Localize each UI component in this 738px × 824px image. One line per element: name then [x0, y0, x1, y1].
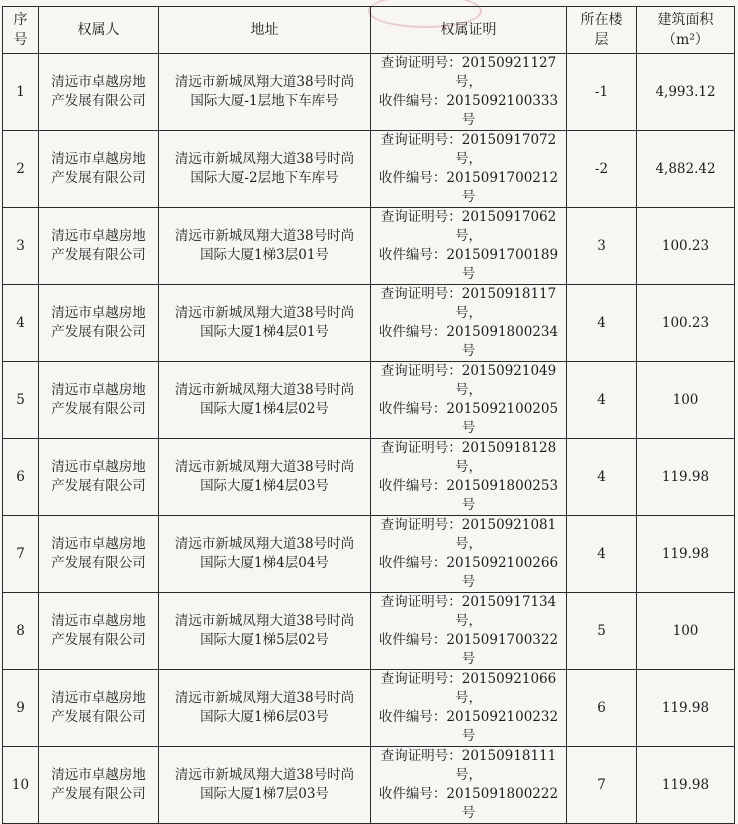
cell-floor: 6	[567, 670, 637, 747]
header-floor: 所在楼 层	[567, 7, 637, 54]
cell-cert: 查询证明号：20150918111号， 收件编号：2015091800222号	[371, 747, 567, 824]
cell-seq: 10	[3, 747, 39, 824]
cell-owner: 清远市卓越房地 产发展有限公司	[39, 439, 159, 516]
cell-floor: 4	[567, 285, 637, 362]
cell-cert: 查询证明号：20150921081号， 收件编号：2015092100266号	[371, 516, 567, 593]
cell-owner: 清远市卓越房地 产发展有限公司	[39, 747, 159, 824]
cell-floor: 4	[567, 362, 637, 439]
cell-seq: 3	[3, 208, 39, 285]
cell-area: 100.23	[637, 208, 735, 285]
cell-address: 清远市新城凤翔大道38号时尚 国际大厦1梯5层02号	[159, 593, 371, 670]
cell-address: 清远市新城凤翔大道38号时尚 国际大厦1梯4层04号	[159, 516, 371, 593]
cell-owner: 清远市卓越房地 产发展有限公司	[39, 362, 159, 439]
cell-floor: -1	[567, 54, 637, 131]
cell-cert: 查询证明号：20150917062号， 收件编号：2015091700189号	[371, 208, 567, 285]
cell-address: 清远市新城凤翔大道38号时尚 国际大厦1梯3层01号	[159, 208, 371, 285]
header-owner: 权属人	[39, 7, 159, 54]
cell-address: 清远市新城凤翔大道38号时尚 国际大厦-2层地下车库号	[159, 131, 371, 208]
cell-seq: 4	[3, 285, 39, 362]
cell-owner: 清远市卓越房地 产发展有限公司	[39, 670, 159, 747]
cell-area: 119.98	[637, 439, 735, 516]
cell-owner: 清远市卓越房地 产发展有限公司	[39, 208, 159, 285]
cell-cert: 查询证明号：20150917134号， 收件编号：2015091700322号	[371, 593, 567, 670]
cell-owner: 清远市卓越房地 产发展有限公司	[39, 516, 159, 593]
table-row	[3, 131, 735, 208]
header-row	[3, 7, 735, 54]
property-table	[2, 6, 735, 824]
cell-seq: 8	[3, 593, 39, 670]
cell-area: 100	[637, 593, 735, 670]
cell-floor: 4	[567, 516, 637, 593]
table-row	[3, 54, 735, 131]
cell-cert: 查询证明号：20150921049号， 收件编号：2015092100205号	[371, 362, 567, 439]
cell-cert: 查询证明号：20150918117号， 收件编号：2015091800234号	[371, 285, 567, 362]
cell-address: 清远市新城凤翔大道38号时尚 国际大厦1梯4层01号	[159, 285, 371, 362]
cell-owner: 清远市卓越房地 产发展有限公司	[39, 593, 159, 670]
cell-floor: 7	[567, 747, 637, 824]
table-row	[3, 670, 735, 747]
table-row	[3, 516, 735, 593]
table-row	[3, 747, 735, 824]
header-cert: 权属证明	[371, 7, 567, 54]
cell-owner: 清远市卓越房地 产发展有限公司	[39, 54, 159, 131]
cell-floor: 4	[567, 439, 637, 516]
cell-seq: 6	[3, 439, 39, 516]
cell-seq: 7	[3, 516, 39, 593]
cell-area: 4,882.42	[637, 131, 735, 208]
cell-floor: -2	[567, 131, 637, 208]
header-address: 地址	[159, 7, 371, 54]
cell-seq: 1	[3, 54, 39, 131]
cell-floor: 5	[567, 593, 637, 670]
cell-area: 119.98	[637, 670, 735, 747]
cell-area: 100	[637, 362, 735, 439]
cell-address: 清远市新城凤翔大道38号时尚 国际大厦1梯4层02号	[159, 362, 371, 439]
cell-seq: 5	[3, 362, 39, 439]
cell-seq: 9	[3, 670, 39, 747]
cell-address: 清远市新城凤翔大道38号时尚 国际大厦1梯7层03号	[159, 747, 371, 824]
cell-area: 4,993.12	[637, 54, 735, 131]
cell-owner: 清远市卓越房地 产发展有限公司	[39, 131, 159, 208]
cell-cert: 查询证明号：20150918128号， 收件编号：2015091800253号	[371, 439, 567, 516]
cell-cert: 查询证明号：20150917072号， 收件编号：2015091700212号	[371, 131, 567, 208]
table-row	[3, 593, 735, 670]
table-row	[3, 362, 735, 439]
cell-owner: 清远市卓越房地 产发展有限公司	[39, 285, 159, 362]
cell-seq: 2	[3, 131, 39, 208]
cell-area: 119.98	[637, 747, 735, 824]
cell-floor: 3	[567, 208, 637, 285]
header-seq: 序号	[3, 7, 39, 54]
table-row	[3, 208, 735, 285]
cell-address: 清远市新城凤翔大道38号时尚 国际大厦-1层地下车库号	[159, 54, 371, 131]
cell-area: 100.23	[637, 285, 735, 362]
cell-address: 清远市新城凤翔大道38号时尚 国际大厦1梯4层03号	[159, 439, 371, 516]
cell-cert: 查询证明号：20150921066号， 收件编号：2015092100232号	[371, 670, 567, 747]
cell-address: 清远市新城凤翔大道38号时尚 国际大厦1梯6层03号	[159, 670, 371, 747]
table-row	[3, 285, 735, 362]
table-row	[3, 439, 735, 516]
cell-cert: 查询证明号：20150921127号， 收件编号：2015092100333号	[371, 54, 567, 131]
cell-area: 119.98	[637, 516, 735, 593]
header-area: 建筑面积 （m²）	[637, 7, 735, 54]
